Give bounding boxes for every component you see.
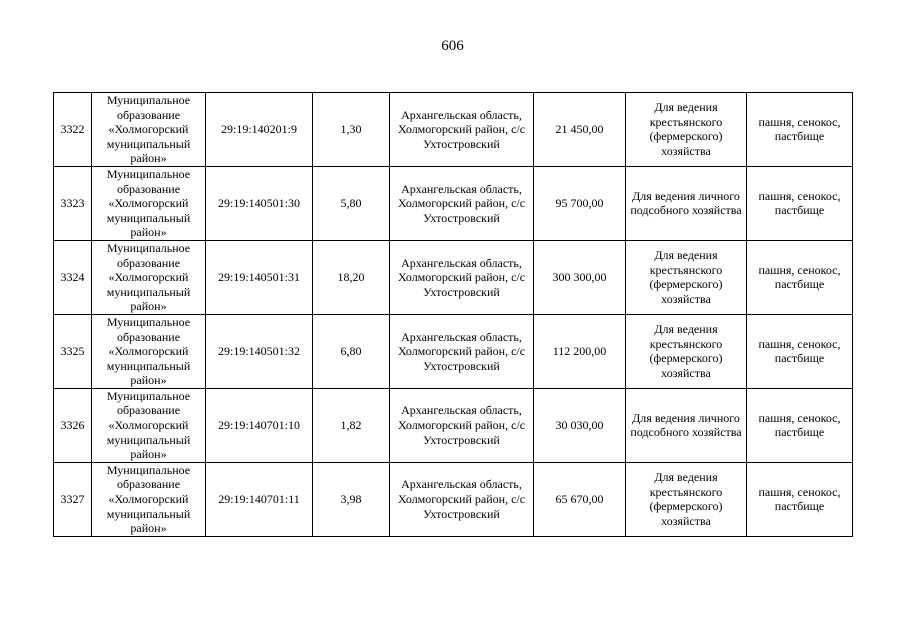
table-row bbox=[54, 93, 853, 167]
purpose-cell: Для ведения личного подсобного хозяйства bbox=[626, 388, 747, 462]
owner-cell: Муниципальное образование «Холмогорский муниципальный район» bbox=[92, 388, 206, 462]
table-row bbox=[54, 166, 853, 240]
area-cell: 1,30 bbox=[313, 93, 390, 167]
address-cell: Архангельская область, Холмогорский район, с/с Ухтостровский bbox=[390, 166, 534, 240]
table-row bbox=[54, 462, 853, 536]
land-use-cell: пашня, сенокос, пастбище bbox=[747, 240, 853, 314]
purpose-cell: Для ведения крестьянского (фермерского) хозяйства bbox=[626, 314, 747, 388]
address-cell: Архангельская область, Холмогорский район, с/с Ухтостровский bbox=[390, 314, 534, 388]
owner-cell: Муниципальное образование «Холмогорский муниципальный район» bbox=[92, 240, 206, 314]
owner-cell: Муниципальное образование «Холмогорский муниципальный район» bbox=[92, 314, 206, 388]
land-use-cell: пашня, сенокос, пастбище bbox=[747, 314, 853, 388]
table-row bbox=[54, 314, 853, 388]
purpose-cell: Для ведения крестьянского (фермерского) хозяйства bbox=[626, 462, 747, 536]
cadastral-number-cell: 29:19:140501:32 bbox=[206, 314, 313, 388]
address-cell: Архангельская область, Холмогорский район, с/с Ухтостровский bbox=[390, 462, 534, 536]
land-use-cell: пашня, сенокос, пастбище bbox=[747, 166, 853, 240]
record-number-cell: 3324 bbox=[54, 240, 92, 314]
price-cell: 95 700,00 bbox=[534, 166, 626, 240]
price-cell: 21 450,00 bbox=[534, 93, 626, 167]
price-cell: 112 200,00 bbox=[534, 314, 626, 388]
area-cell: 6,80 bbox=[313, 314, 390, 388]
cadastral-number-cell: 29:19:140501:31 bbox=[206, 240, 313, 314]
owner-cell: Муниципальное образование «Холмогорский муниципальный район» bbox=[92, 93, 206, 167]
price-cell: 30 030,00 bbox=[534, 388, 626, 462]
purpose-cell: Для ведения крестьянского (фермерского) хозяйства bbox=[626, 93, 747, 167]
address-cell: Архангельская область, Холмогорский район, с/с Ухтостровский bbox=[390, 388, 534, 462]
price-cell: 300 300,00 bbox=[534, 240, 626, 314]
owner-cell: Муниципальное образование «Холмогорский муниципальный район» bbox=[92, 462, 206, 536]
land-use-cell: пашня, сенокос, пастбище bbox=[747, 93, 853, 167]
land-plots-table bbox=[53, 92, 853, 537]
record-number-cell: 3326 bbox=[54, 388, 92, 462]
address-cell: Архангельская область, Холмогорский район, с/с Ухтостровский bbox=[390, 93, 534, 167]
owner-cell: Муниципальное образование «Холмогорский муниципальный район» bbox=[92, 166, 206, 240]
cadastral-number-cell: 29:19:140701:11 bbox=[206, 462, 313, 536]
record-number-cell: 3323 bbox=[54, 166, 92, 240]
area-cell: 1,82 bbox=[313, 388, 390, 462]
page-number: 606 bbox=[441, 38, 464, 54]
table-row bbox=[54, 388, 853, 462]
table-row bbox=[54, 240, 853, 314]
address-cell: Архангельская область, Холмогорский район, с/с Ухтостровский bbox=[390, 240, 534, 314]
area-cell: 18,20 bbox=[313, 240, 390, 314]
area-cell: 5,80 bbox=[313, 166, 390, 240]
record-number-cell: 3325 bbox=[54, 314, 92, 388]
cadastral-number-cell: 29:19:140201:9 bbox=[206, 93, 313, 167]
land-use-cell: пашня, сенокос, пастбище bbox=[747, 388, 853, 462]
price-cell: 65 670,00 bbox=[534, 462, 626, 536]
purpose-cell: Для ведения крестьянского (фермерского) хозяйства bbox=[626, 240, 747, 314]
cadastral-number-cell: 29:19:140701:10 bbox=[206, 388, 313, 462]
purpose-cell: Для ведения личного подсобного хозяйства bbox=[626, 166, 747, 240]
record-number-cell: 3327 bbox=[54, 462, 92, 536]
land-use-cell: пашня, сенокос, пастбище bbox=[747, 462, 853, 536]
area-cell: 3,98 bbox=[313, 462, 390, 536]
cadastral-number-cell: 29:19:140501:30 bbox=[206, 166, 313, 240]
record-number-cell: 3322 bbox=[54, 93, 92, 167]
